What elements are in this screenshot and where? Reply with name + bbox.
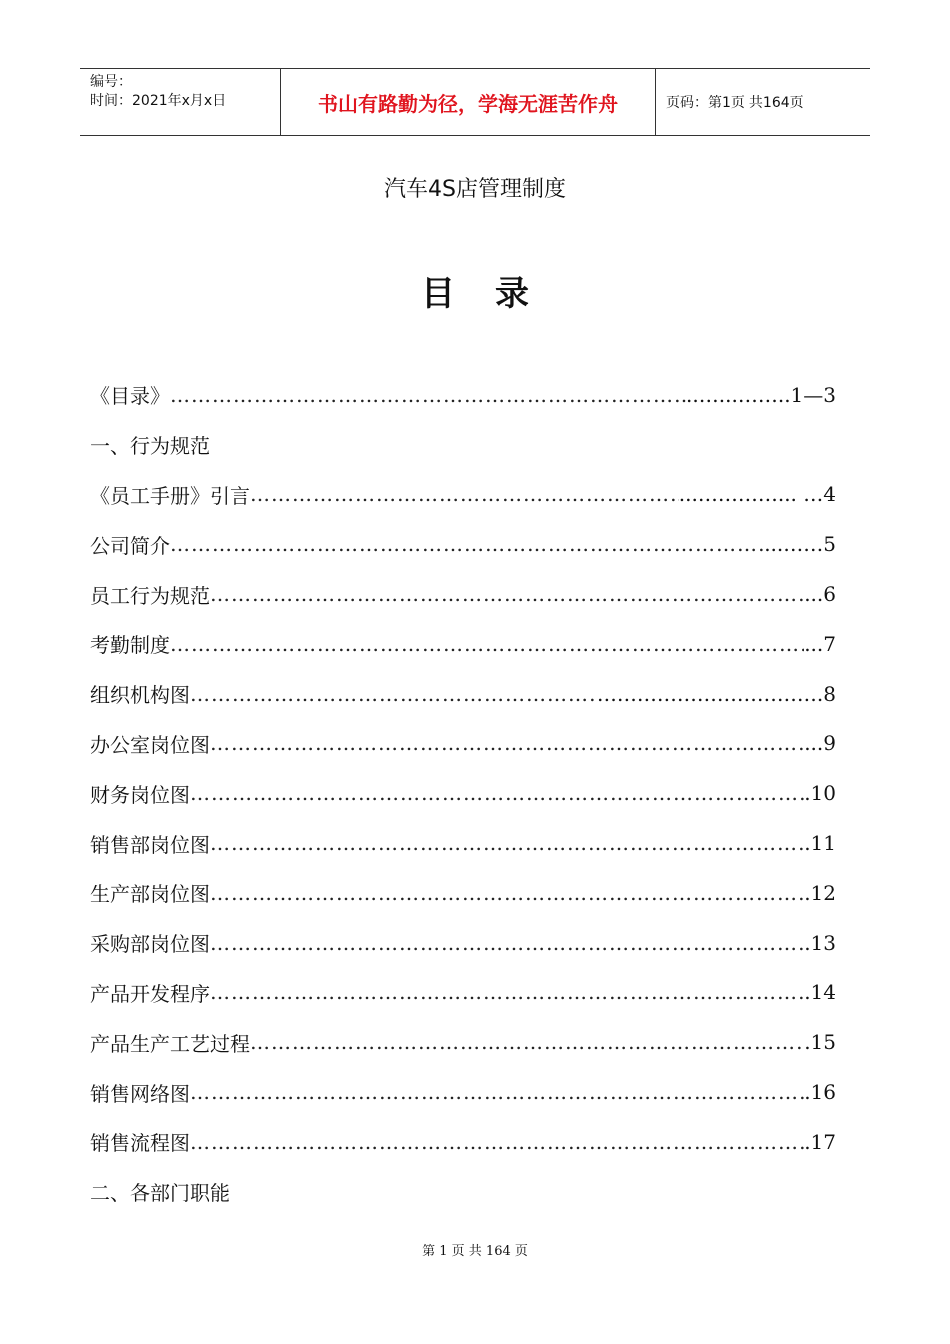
toc-leader-dots <box>170 383 686 407</box>
toc-entry-label: 二、各部门职能 <box>90 1181 230 1206</box>
toc-entry-page: .10 <box>804 781 836 806</box>
toc-entry <box>90 818 860 868</box>
toc-entry-label: 财务岗位图 <box>90 782 190 807</box>
toc-leader-dots <box>250 1030 804 1054</box>
toc-entry-label: 考勤制度 <box>90 633 170 658</box>
toc-entry-page: .11 <box>804 831 836 856</box>
toc-leader-dots <box>190 781 804 805</box>
toc-entry <box>90 619 860 669</box>
toc-entry <box>90 569 860 619</box>
page-title: 目录 <box>421 274 569 314</box>
toc-entry <box>90 519 860 569</box>
toc-entry-label: 销售部岗位图 <box>90 832 210 857</box>
toc-entry <box>90 1067 860 1117</box>
toc-entry-page: …………………………….8 <box>596 681 836 706</box>
toc-section-heading <box>90 1167 860 1217</box>
toc-leader-dots <box>170 632 804 656</box>
toc-entry-page: ...…………... …4 <box>678 482 836 507</box>
toc-entry-page: ..…...……..1—3 <box>686 382 836 407</box>
toc-leader-dots <box>210 731 804 755</box>
toc-leader-dots <box>210 980 804 1004</box>
toc-entry-page: ...……5 <box>764 532 836 557</box>
toc-entry-page: .12 <box>804 880 836 905</box>
toc-entry <box>90 768 860 818</box>
toc-entry <box>90 918 860 968</box>
toc-leader-dots <box>250 482 679 506</box>
toc-entry-label: 《目录》 <box>90 384 170 409</box>
toc-entry-label: 公司简介 <box>90 533 170 558</box>
document-number-label: 编号： <box>90 74 132 90</box>
toc-entry-label: 组织机构图 <box>90 683 190 708</box>
toc-entry <box>90 1117 860 1167</box>
toc-entry-page: .13 <box>804 930 836 955</box>
toc-entry <box>90 868 860 918</box>
toc-entry-label: 采购部岗位图 <box>90 932 210 957</box>
toc-entry <box>90 669 860 719</box>
page-footer: 第 1 页 共 164 页 <box>422 1244 528 1259</box>
toc-entry-label: 办公室岗位图 <box>90 732 210 757</box>
toc-leader-dots <box>190 1130 804 1154</box>
toc-entry-page: ...7 <box>804 631 836 656</box>
toc-leader-dots <box>210 831 804 855</box>
toc-entry-page: .16 <box>804 1080 836 1105</box>
toc-entry-label: 员工行为规范 <box>90 583 210 608</box>
toc-entry-page: ...9 <box>804 731 836 756</box>
header-page-info <box>656 69 870 135</box>
toc-entry-label: 销售网络图 <box>90 1081 190 1106</box>
page-header <box>80 68 870 136</box>
toc-section-heading <box>90 420 860 470</box>
header-meta <box>80 69 281 135</box>
toc-entry <box>90 370 860 420</box>
toc-entry-label: 产品生产工艺过程 <box>90 1031 250 1056</box>
toc-leader-dots <box>190 682 597 706</box>
toc-entry-label: 《员工手册》引言 <box>90 483 250 508</box>
toc-entry-label: 产品开发程序 <box>90 981 210 1006</box>
toc-entry <box>90 968 860 1018</box>
toc-entry-page: .17 <box>804 1129 836 1154</box>
toc-leader-dots <box>210 582 804 606</box>
toc-entry <box>90 719 860 769</box>
toc-entry <box>90 1017 860 1067</box>
toc-leader-dots <box>170 532 764 556</box>
header-page-number: 页码：第1页 <box>666 95 745 111</box>
header-page-total: 共164页 <box>748 95 804 111</box>
toc-leader-dots <box>190 1080 804 1104</box>
toc-entry-page: ...6 <box>804 582 836 607</box>
toc-entry <box>90 470 860 520</box>
header-motto: 书山有路勤为径，学海无涯苦作舟 <box>281 69 656 135</box>
toc-entry-page: .14 <box>804 980 836 1005</box>
toc-entry-label: 生产部岗位图 <box>90 882 210 907</box>
toc-entry-page: .15 <box>804 1030 836 1055</box>
document-date-label: 时间：2021年x月x日 <box>90 93 227 109</box>
table-of-contents <box>90 370 860 1217</box>
toc-entry-label: 一、行为规范 <box>90 434 210 459</box>
toc-leader-dots <box>210 881 804 905</box>
toc-entry-label: 销售流程图 <box>90 1131 190 1156</box>
document-subtitle: 汽车4S店管理制度 <box>384 177 566 202</box>
toc-leader-dots <box>210 931 804 955</box>
